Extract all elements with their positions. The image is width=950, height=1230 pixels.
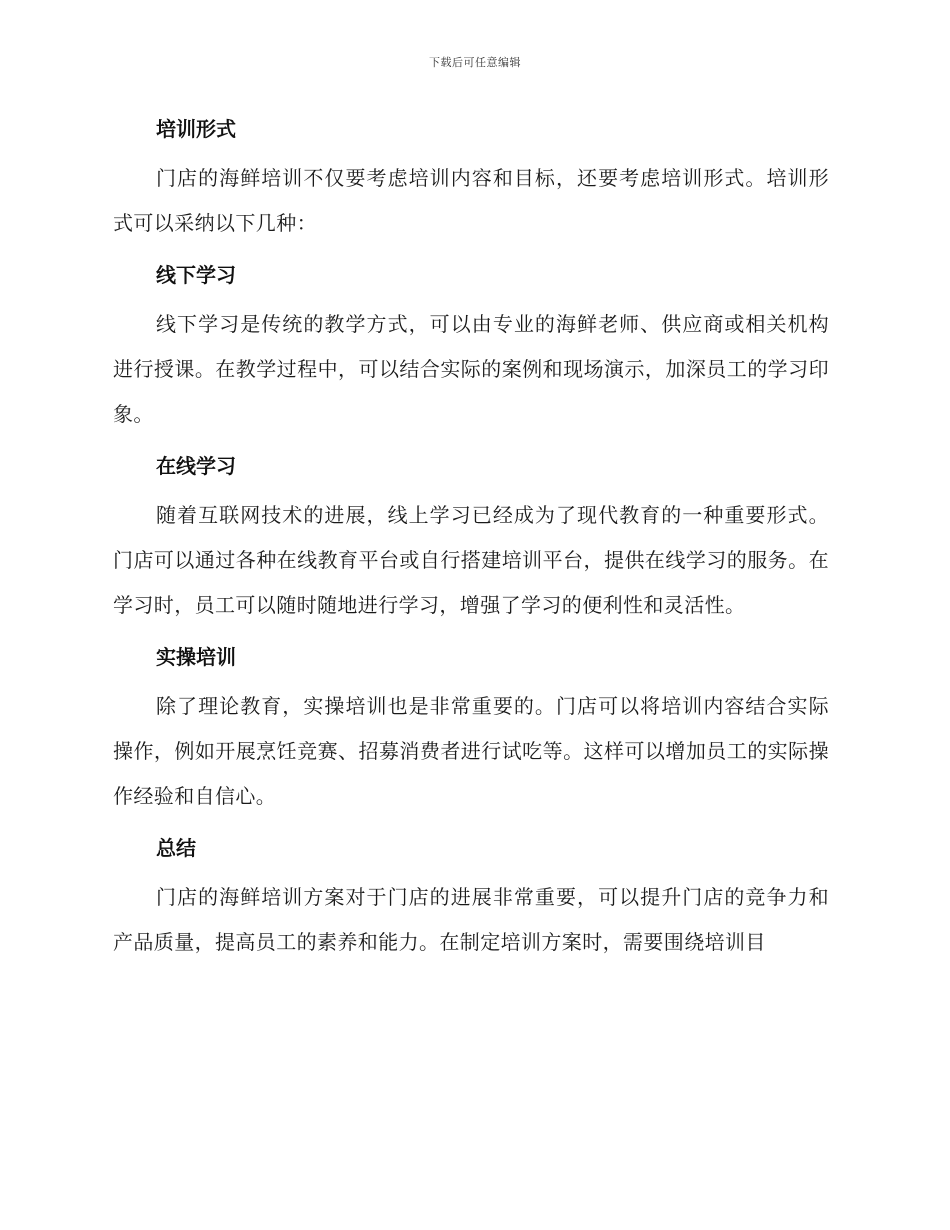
document-body: [113, 108, 829, 973]
section-paragraph: 除了理论教育，实操培训也是非常重要的。门店可以将培训内容结合实际操作，例如开展烹饪竞赛、招募消费者进行试吃等。这样可以增加员工的实际操作经验和自信心。: [113, 694, 829, 808]
section-paragraph: 门店的海鲜培训不仅要考虑培训内容和目标，还要考虑培训形式。培训形式可以采纳以下几种：: [113, 166, 829, 235]
section-practical-training: [113, 636, 829, 819]
section-heading: 在线学习: [156, 454, 236, 478]
section-heading: 实操培训: [156, 645, 236, 669]
section-heading: 培训形式: [156, 117, 236, 141]
section-paragraph: 随着互联网技术的进展，线上学习已经成为了现代教育的一种重要形式。门店可以通过各种在线教育平台或自行搭建培训平台，提供在线学习的服务。在学习时，员工可以随时随地进行学习，增强了学习的便利性和灵活性。: [113, 503, 829, 617]
section-online-learning: [113, 445, 829, 628]
page-header-note: 下载后可任意编辑: [429, 56, 521, 69]
section-heading: 总结: [156, 836, 196, 860]
section-paragraph: 门店的海鲜培训方案对于门店的进展非常重要，可以提升门店的竞争力和产品质量，提高员工的素养和能力。在制定培训方案时，需要围绕培训目: [113, 885, 829, 954]
section-summary: [113, 827, 829, 965]
section-heading: 线下学习: [156, 263, 236, 287]
section-offline-learning: [113, 254, 829, 437]
section-training-format: [113, 108, 829, 246]
section-paragraph: 线下学习是传统的教学方式，可以由专业的海鲜老师、供应商或相关机构进行授课。在教学过程中，可以结合实际的案例和现场演示，加深员工的学习印象。: [113, 312, 829, 426]
